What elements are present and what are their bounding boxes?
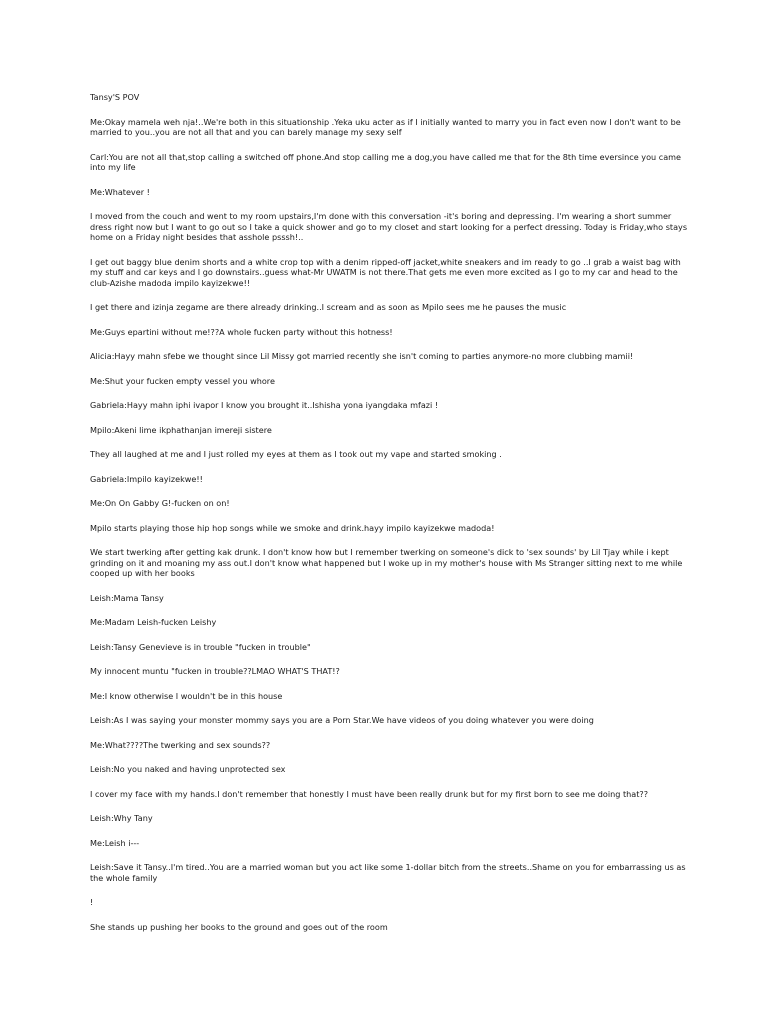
paragraph: Me:On On Gabby G!-fucken on on! <box>90 498 230 508</box>
paragraph: I get there and izinja zegame are there already drinking..I scream and as soon as Mpilo sees me he pauses the music <box>90 302 567 312</box>
paragraph: Tansy'S POV <box>90 92 140 102</box>
paragraph: Leish:Why Tany <box>90 813 153 823</box>
paragraph: We start twerking after getting kak drunk. I don't know how but I remember twerking on someone's dick to 'sex sounds' by Lil Tjay while i kept grinding on it and moaning my ass out.I don't know what happened but I woke up in my mother's house with Ms Stranger sitting next to me while cooped up with her books <box>90 547 683 578</box>
paragraph: ! <box>90 897 94 907</box>
paragraph: Leish:As I was saying your monster mommy says you are a Porn Star.We have videos of you doing whatever you were doing <box>90 715 594 725</box>
paragraph: Leish:Save it Tansy..I'm tired..You are a married woman but you act like some 1-dollar bitch from the streets..Shame on you for embarrassing us as the whole family <box>90 862 686 883</box>
paragraph: I cover my face with my hands.I don't remember that honestly I must have been really drunk but for my first born to see me doing that?? <box>90 788 648 799</box>
paragraph: She stands up pushing her books to the ground and goes out of the room <box>90 921 388 932</box>
paragraph: Me:Madam Leish-fucken Leishy <box>90 617 217 627</box>
paragraph: Mpilo:Akeni lime ikphathanjan imereji sistere <box>90 424 272 435</box>
paragraph: Mpilo starts playing those hip hop songs while we smoke and drink.hayy impilo kayizekwe madoda! <box>90 522 495 533</box>
paragraph: Gabriela:Impilo kayizekwe!! <box>90 473 203 484</box>
paragraph: They all laughed at me and I just rolled my eyes at them as I took out my vape and started smoking . <box>90 449 502 459</box>
paragraph: I moved from the couch and went to my room upstairs,I'm done with this conversation -it's boring and depressing. I'm wearing a short summer dress right now but I want to go out so I take a quick shower and go to my closet and start looking for a perfect dressing. Today is Friday,who stays home on a Friday night besides that asshole psssh!.. <box>90 211 688 242</box>
paragraph: Me:What????The twerking and sex sounds?? <box>90 739 271 750</box>
paragraph: Me:Okay mamela weh nja!..We're both in this situationship .Yeka uku acter as if I initially wanted to marry you in fact even now I don't want to be married to you..you are not all that and you can barely manage my sexy self <box>90 116 681 137</box>
paragraph: Me:Shut your fucken empty vessel you whore <box>90 375 275 386</box>
paragraph: Me:Whatever ! <box>90 186 150 197</box>
paragraph: Leish:Mama Tansy <box>90 592 164 603</box>
paragraph: Me:Leish i--- <box>90 837 140 848</box>
document-body <box>90 92 690 946</box>
paragraph: Gabriela:Hayy mahn iphi ivapor I know you brought it..Ishisha yona iyangdaka mfazi ! <box>90 400 439 410</box>
paragraph: Me:Guys epartini without me!??A whole fucken party without this hotness! <box>90 326 393 337</box>
paragraph: I get out baggy blue denim shorts and a white crop top with a denim ripped-off jacket,white sneakers and im ready to go ..I grab a waist bag with my stuff and car keys and I go downstairs..guess what-Mr UWATM is not there.That gets me even more excited as I go to my car and head to the club-Azishe madoda impilo kayizekwe!! <box>90 256 681 288</box>
paragraph: My innocent muntu "fucken in trouble??LMAO WHAT'S THAT!? <box>90 666 340 676</box>
paragraph: Leish:Tansy Genevieve is in trouble "fucken in trouble" <box>90 641 311 652</box>
paragraph: Carl:You are not all that,stop calling a switched off phone.And stop calling me a dog,you have called me that for the 8th time eversince you came into my life <box>90 151 682 172</box>
paragraph: Alicia:Hayy mahn sfebe we thought since Lil Missy got married recently she isn't coming to parties anymore-no more clubbing mamii! <box>90 351 634 361</box>
paragraph: Me:I know otherwise I wouldn't be in this house <box>90 690 283 701</box>
paragraph: Leish:No you naked and having unprotected sex <box>90 764 286 774</box>
